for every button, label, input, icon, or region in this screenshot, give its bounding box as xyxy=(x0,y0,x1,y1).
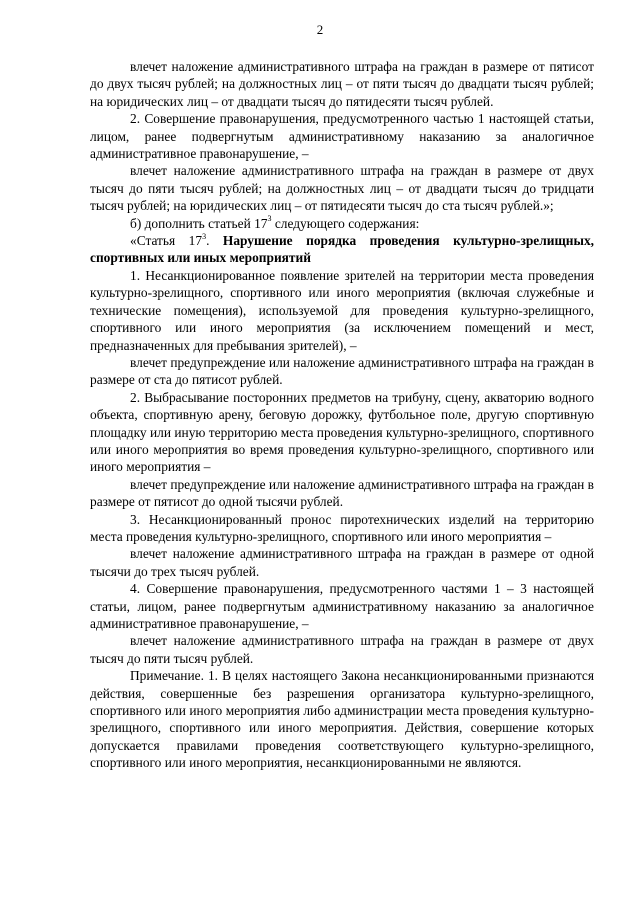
article-paragraph: 2. Выбрасывание посторонних предметов на трибуну, сцену, акваторию водного объекта, спортивную арену, беговую дорожку, футбольное поле, другую спортивную площадку или иную территорию места проведения культурно-зрелищного, спортивного или иного мероприятия во время проведения культурно-зрелищного, спортивного или иного мероприятия – xyxy=(90,389,594,475)
paragraph: влечет наложение административного штрафа на граждан в размере от пятисот до двух тысяч рублей; на должностных лиц – от пяти тысяч до двадцати тысяч рублей; на юридических лиц – от двадцати тысяч до пятидесяти тысяч рублей. xyxy=(90,59,594,109)
article-paragraph: влечет предупреждение или наложение административного штрафа на граждан в размере от пятисот до одной тысячи рублей. xyxy=(90,476,594,510)
note-paragraph: Примечание. 1. В целях настоящего Закона несанкционированными признаются действия, совершенные без разрешения организатора культурно-зрелищного, спортивного или иного мероприятия либо администрации места проведения культурно-зрелищного, спортивного или иного мероприятия. Действия, совершение которых допускается правилами проведения соответствующего культурно-зрелищного, спортивного или иного мероприятия, несанкционированными не являются. xyxy=(90,668,594,771)
addition-paragraph xyxy=(90,215,594,232)
article-title: Нарушение порядка проведения культурно-зрелищных, спортивных или иных мероприятий xyxy=(90,233,594,266)
article-number-dot: . xyxy=(206,233,210,249)
document-body xyxy=(90,58,594,772)
article-paragraph: влечет наложение административного штрафа на граждан в размере от одной тысячи до трех тысяч рублей. xyxy=(90,546,594,579)
article-paragraph: 4. Совершение правонарушения, предусмотренного частями 1 – 3 настоящей статьи, лицом, ранее подвергнутым административному наказанию за аналогичное административное правонарушение, – xyxy=(90,581,594,631)
article-paragraph: 1. Несанкционированное появление зрителей на территории места проведения культурно-зрелищного, спортивного или иного мероприятия (включая служебные и технические помещения), используемой для проведения культурно-зрелищного, спортивного или иного мероприятия (за исключением помещений и мест, предназначенных для пребывания зрителей), – xyxy=(90,267,594,353)
article-superscript: 3 xyxy=(202,231,207,241)
article-paragraph: 3. Несанкционированный пронос пиротехнических изделий на территорию места проведения культурно-зрелищного, спортивного или иного мероприятия – xyxy=(90,511,594,544)
addition-suffix: следующего содержания: xyxy=(271,215,420,231)
page-number: 2 xyxy=(316,22,324,37)
addition-prefix: б) дополнить статьей 17 xyxy=(130,215,268,231)
addition-superscript: 3 xyxy=(267,214,272,224)
article-number: «Статья 17 xyxy=(130,233,203,249)
article-paragraph: влечет наложение административного штрафа на граждан в размере от двух тысяч до пяти тысяч рублей. xyxy=(90,633,594,666)
paragraph: 2. Совершение правонарушения, предусмотренного частью 1 настоящей статьи, лицом, ранее подвергнутым административному наказанию за аналогичное административное правонарушение, – xyxy=(90,111,594,162)
paragraph: влечет наложение административного штрафа на граждан в размере от двух тысяч до пяти тысяч рублей; на должностных лиц – от двадцати тысяч до тридцати тысяч рублей; на юридических лиц – от пятидесяти тысяч до ста тысяч рублей.»; xyxy=(90,163,594,214)
article-heading xyxy=(90,232,594,267)
article-paragraph: влечет предупреждение или наложение административного штрафа на граждан в размере от ста до пятисот рублей. xyxy=(90,354,594,388)
